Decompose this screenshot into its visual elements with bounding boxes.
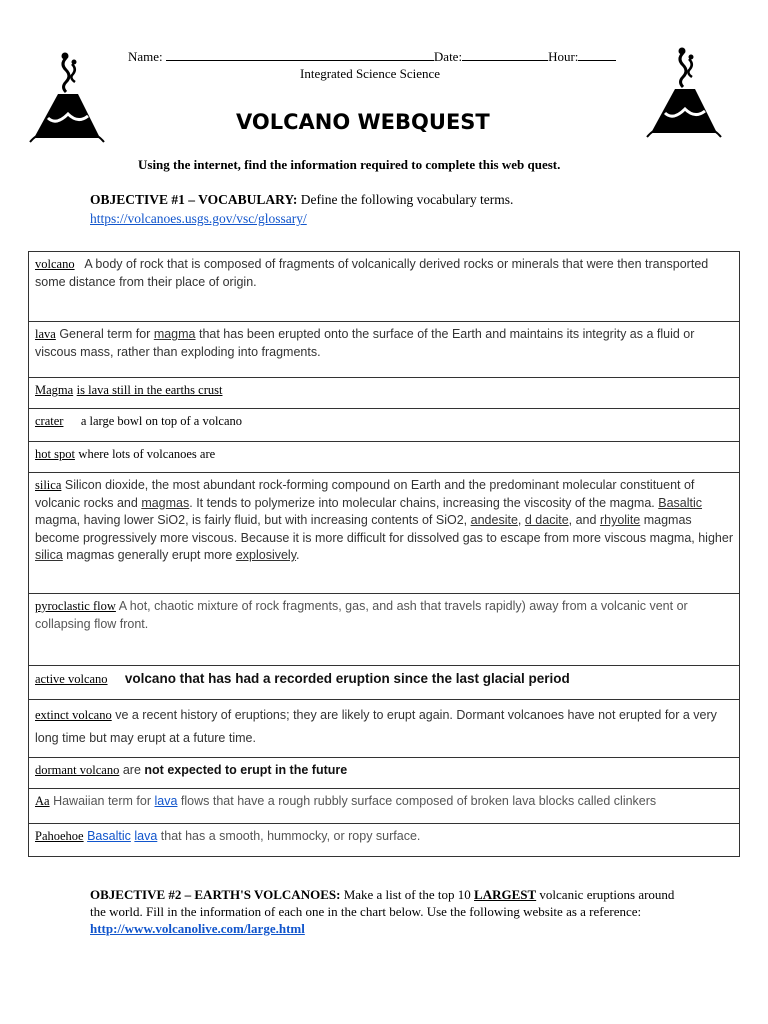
table-row xyxy=(29,442,740,473)
definition: a large bowl on top of a volcano xyxy=(80,414,243,428)
definition: magma, having lower SiO2, is fairly fluid, but with increasing contents of SiO2, xyxy=(35,513,468,527)
table-row xyxy=(29,666,740,700)
hour-label: Hour: xyxy=(548,49,579,64)
table-row xyxy=(29,594,740,666)
definition-link[interactable]: lava xyxy=(154,794,178,808)
term-volcano: volcano xyxy=(35,257,75,271)
volcano-icon xyxy=(28,50,106,145)
date-field[interactable] xyxy=(462,48,548,61)
definition-link: explosively xyxy=(235,548,297,562)
instructions: Using the internet, find the information required to complete this web quest. xyxy=(138,157,561,172)
term-hot-spot: hot spot xyxy=(35,447,75,461)
definition: are xyxy=(122,763,141,777)
objective-2-label: OBJECTIVE #2 – EARTH'S VOLCANOES: xyxy=(90,887,341,902)
definition: is lava still in the earths crust xyxy=(76,383,223,397)
definition: that has been erupted onto the surface of the Earth and maintains its integrity as a fluid or viscous mass, rather than exploding into fragments. xyxy=(35,327,695,359)
definition: magmas generally erupt more xyxy=(66,548,233,562)
definition-link: d dacite xyxy=(524,513,569,527)
definition: A hot, chaotic mixture of rock fragments, gas, and ash that travels rapidly) away from a volcanic vent or collapsing flow front. xyxy=(35,599,688,631)
table-row xyxy=(29,758,740,789)
definition: . It tends to polymerize into molecular chains, increasing the viscosity of the magma. xyxy=(189,495,655,510)
objective-1 xyxy=(90,192,513,208)
definition: General term for xyxy=(59,327,151,341)
table-row xyxy=(29,789,740,824)
definition-link: silica xyxy=(35,548,63,562)
objective-1-label: OBJECTIVE #1 – VOCABULARY: xyxy=(90,192,298,207)
definition-link[interactable]: Basaltic xyxy=(87,829,131,843)
definition-link: magma xyxy=(153,327,196,341)
term-silica: silica xyxy=(35,478,62,492)
term-magma: Magma xyxy=(35,383,74,397)
definition: , and xyxy=(568,513,597,527)
table-row xyxy=(29,409,740,442)
definition: ve a recent history of eruptions; they are likely to erupt again. Dormant volcanoes have not erupted for a very long time but may erupt at a future time. xyxy=(35,708,717,745)
table-row xyxy=(29,473,740,594)
definition: that has a smooth, hummocky, or ropy surface. xyxy=(160,829,421,843)
objective-2-text: volcanic eruptions around the world. Fill in the information of each one in the chart below. Use the following website as a reference: xyxy=(90,887,675,919)
definition: not expected to erupt in the future xyxy=(144,763,348,777)
definition: Silicon dioxide, the most abundant rock-forming compound on Earth and the predominant molecular constituent of volcanic rocks and xyxy=(35,478,695,510)
objective-2-emphasis: LARGEST xyxy=(474,887,537,902)
table-row xyxy=(29,824,740,857)
objective-1-link-row xyxy=(90,211,307,227)
table-row xyxy=(29,700,740,758)
glossary-link[interactable]: https://volcanoes.usgs.gov/vsc/glossary/ xyxy=(90,211,307,226)
definition: volcano that has had a recorded eruption since the last glacial period xyxy=(124,671,570,686)
definition: , xyxy=(517,513,522,527)
objective-2-text: Make a list of the top 10 xyxy=(343,887,471,902)
table-row xyxy=(29,252,740,322)
definition: flows that have a rough rubbly surface composed of broken lava blocks called clinkers xyxy=(180,794,657,808)
definition-link: rhyolite xyxy=(599,513,641,527)
definition: magmas become progressively more viscous. Because it is more difficult for dissolved gas to escape from more viscous magma, higher xyxy=(35,513,733,545)
definition: A body of rock that is composed of fragments of volcanically derived rocks or minerals that were then transported some distance from their place of origin. xyxy=(35,257,709,289)
term-lava: lava xyxy=(35,327,56,341)
course-name: Integrated Science Science xyxy=(300,66,441,81)
header-fields xyxy=(128,48,616,65)
definition: Hawaiian term for xyxy=(53,794,152,808)
term-crater: crater xyxy=(35,414,64,428)
term-pyroclastic-flow: pyroclastic flow xyxy=(35,599,116,613)
definition: where lots of volcanoes are xyxy=(78,447,216,461)
volcanolive-link[interactable]: http://www.volcanolive.com/large.html xyxy=(90,921,305,936)
term-pahoehoe: Pahoehoe xyxy=(35,829,84,843)
objective-1-text: Define the following vocabulary terms. xyxy=(300,192,514,207)
term-aa: Aa xyxy=(35,794,50,808)
table-row xyxy=(29,322,740,378)
definition-link: Basaltic xyxy=(658,495,703,510)
definition-link[interactable]: lava xyxy=(134,829,158,843)
hour-field[interactable] xyxy=(578,48,616,61)
term-active-volcano: active volcano xyxy=(35,672,108,686)
page-title: VOLCANO WEBQUEST xyxy=(236,110,490,134)
table-row xyxy=(29,378,740,409)
definition: . xyxy=(296,548,300,562)
term-dormant-volcano: dormant volcano xyxy=(35,763,120,777)
definition-link: andesite xyxy=(470,513,518,527)
name-label: Name: xyxy=(128,49,163,64)
date-label: Date: xyxy=(433,49,463,64)
term-extinct-volcano: extinct volcano xyxy=(35,708,112,722)
objective-2 xyxy=(90,886,690,937)
definition-link: magmas xyxy=(141,495,190,510)
volcano-icon xyxy=(645,45,723,140)
name-field[interactable] xyxy=(166,48,434,61)
vocab-table xyxy=(28,251,740,857)
